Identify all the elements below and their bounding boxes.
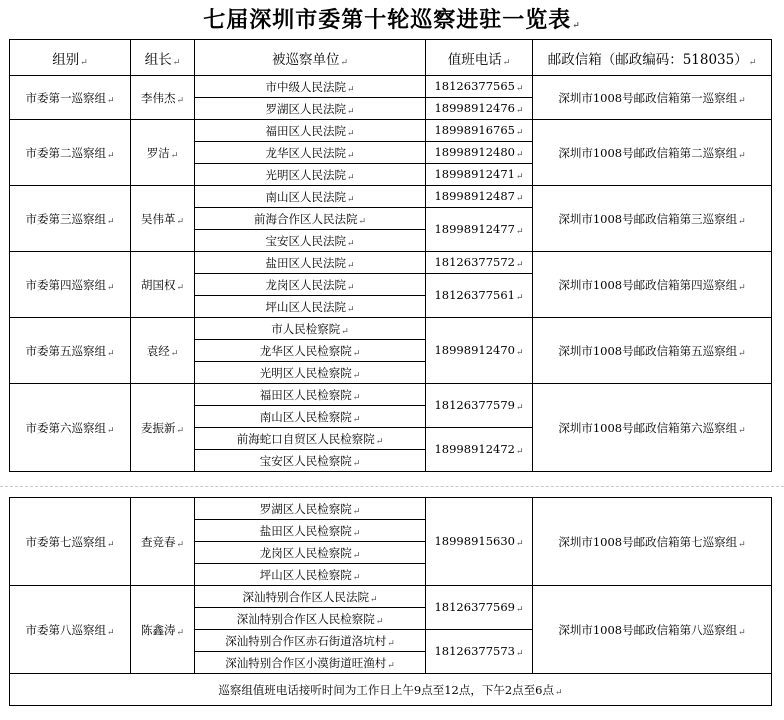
group-leader: 查竞春 ↵ bbox=[131, 498, 195, 586]
duty-phone: 18998912477 ↵ bbox=[426, 208, 533, 252]
duty-phone: 18998912471 ↵ bbox=[426, 164, 533, 186]
inspected-unit: 龙岗区人民检察院 ↵ bbox=[195, 542, 426, 564]
mailbox: 深圳市1008号邮政信箱第二巡察组 ↵ bbox=[533, 120, 772, 186]
footer-row bbox=[10, 674, 772, 706]
inspected-unit: 市人民检察院 ↵ bbox=[195, 318, 426, 340]
mailbox: 深圳市1008号邮政信箱第八巡察组 ↵ bbox=[533, 586, 772, 674]
group-name: 市委第四巡察组 ↵ bbox=[10, 252, 131, 318]
header-phone: 值班电话 ↵ bbox=[426, 40, 533, 76]
duty-phone: 18998912480 ↵ bbox=[426, 142, 533, 164]
mailbox: 深圳市1008号邮政信箱第一巡察组 ↵ bbox=[533, 76, 772, 120]
header-leader: 组长 ↵ bbox=[131, 40, 195, 76]
duty-phone: 18126377569 ↵ bbox=[426, 586, 533, 630]
group-leader: 胡国权 ↵ bbox=[131, 252, 195, 318]
inspected-unit: 光明区人民检察院 ↵ bbox=[195, 362, 426, 384]
duty-phone: 18126377561 ↵ bbox=[426, 274, 533, 318]
inspected-unit: 福田区人民检察院 ↵ bbox=[195, 384, 426, 406]
inspected-unit: 前海蛇口自贸区人民检察院 ↵ bbox=[195, 428, 426, 450]
duty-phone: 18126377572 ↵ bbox=[426, 252, 533, 274]
inspected-unit: 坪山区人民检察院 ↵ bbox=[195, 564, 426, 586]
inspected-unit: 罗湖区人民法院 ↵ bbox=[195, 98, 426, 120]
duty-phone: 18998912472 ↵ bbox=[426, 428, 533, 472]
group-name: 市委第一巡察组 ↵ bbox=[10, 76, 131, 120]
group-name: 市委第八巡察组 ↵ bbox=[10, 586, 131, 674]
mailbox: 深圳市1008号邮政信箱第三巡察组 ↵ bbox=[533, 186, 772, 252]
inspected-unit: 龙岗区人民法院 ↵ bbox=[195, 274, 426, 296]
inspected-unit: 宝安区人民检察院 ↵ bbox=[195, 450, 426, 472]
group-leader: 陈鑫涛 ↵ bbox=[131, 586, 195, 674]
duty-phone: 18998915630 ↵ bbox=[426, 498, 533, 586]
inspected-unit: 宝安区人民法院 ↵ bbox=[195, 230, 426, 252]
inspected-unit: 南山区人民检察院 ↵ bbox=[195, 406, 426, 428]
header-group: 组别 ↵ bbox=[10, 40, 131, 76]
table-row bbox=[10, 498, 772, 520]
duty-phone: 18998912476 ↵ bbox=[426, 98, 533, 120]
group-leader: 麦振新 ↵ bbox=[131, 384, 195, 472]
inspected-unit: 深汕特别合作区人民法院 ↵ bbox=[195, 586, 426, 608]
inspected-unit: 福田区人民法院 ↵ bbox=[195, 120, 426, 142]
inspection-table-part-2 bbox=[9, 497, 772, 706]
table-row bbox=[10, 318, 772, 340]
page-title: 七届深圳市委第十轮巡察进驻一览表 ↵ bbox=[0, 3, 784, 34]
table-row bbox=[10, 384, 772, 406]
group-name: 市委第六巡察组 ↵ bbox=[10, 384, 131, 472]
group-name: 市委第七巡察组 ↵ bbox=[10, 498, 131, 586]
mailbox: 深圳市1008号邮政信箱第五巡察组 ↵ bbox=[533, 318, 772, 384]
group-leader: 李伟杰 ↵ bbox=[131, 76, 195, 120]
duty-phone: 18998912487 ↵ bbox=[426, 186, 533, 208]
inspection-table-part-1 bbox=[9, 39, 772, 472]
duty-phone: 18998912470 ↵ bbox=[426, 318, 533, 384]
inspected-unit: 盐田区人民检察院 ↵ bbox=[195, 520, 426, 542]
page-break-divider bbox=[0, 486, 784, 488]
inspected-unit: 深汕特别合作区小漠街道旺渔村 ↵ bbox=[195, 652, 426, 674]
duty-phone: 18126377579 ↵ bbox=[426, 384, 533, 428]
inspected-unit: 深汕特别合作区人民检察院 ↵ bbox=[195, 608, 426, 630]
inspected-unit: 龙华区人民法院 ↵ bbox=[195, 142, 426, 164]
mailbox: 深圳市1008号邮政信箱第六巡察组 ↵ bbox=[533, 384, 772, 472]
inspected-unit: 深汕特别合作区赤石街道洛坑村 ↵ bbox=[195, 630, 426, 652]
duty-phone: 18998916765 ↵ bbox=[426, 120, 533, 142]
inspected-unit: 前海合作区人民法院 ↵ bbox=[195, 208, 426, 230]
footer-note: 巡察组值班电话接听时间为工作日上午9点至12点，下午2点至6点 ↵ bbox=[10, 674, 772, 706]
header-mailbox: 邮政信箱（邮政编码：518035） ↵ bbox=[533, 40, 772, 76]
group-leader: 吴伟革 ↵ bbox=[131, 186, 195, 252]
duty-phone: 18126377565 ↵ bbox=[426, 76, 533, 98]
inspected-unit: 龙华区人民检察院 ↵ bbox=[195, 340, 426, 362]
duty-phone: 18126377573 ↵ bbox=[426, 630, 533, 674]
mailbox: 深圳市1008号邮政信箱第四巡察组 ↵ bbox=[533, 252, 772, 318]
table-row bbox=[10, 76, 772, 98]
inspected-unit: 市中级人民法院 ↵ bbox=[195, 76, 426, 98]
group-leader: 袁经 ↵ bbox=[131, 318, 195, 384]
table-header-row bbox=[10, 40, 772, 76]
inspected-unit: 南山区人民法院 ↵ bbox=[195, 186, 426, 208]
group-leader: 罗洁 ↵ bbox=[131, 120, 195, 186]
table-row bbox=[10, 586, 772, 608]
inspected-unit: 坪山区人民法院 ↵ bbox=[195, 296, 426, 318]
inspected-unit: 光明区人民法院 ↵ bbox=[195, 164, 426, 186]
table-row bbox=[10, 120, 772, 142]
table-row bbox=[10, 252, 772, 274]
inspected-unit: 罗湖区人民检察院 ↵ bbox=[195, 498, 426, 520]
group-name: 市委第二巡察组 ↵ bbox=[10, 120, 131, 186]
mailbox: 深圳市1008号邮政信箱第七巡察组 ↵ bbox=[533, 498, 772, 586]
header-unit: 被巡察单位 ↵ bbox=[195, 40, 426, 76]
inspected-unit: 盐田区人民法院 ↵ bbox=[195, 252, 426, 274]
table-row bbox=[10, 186, 772, 208]
group-name: 市委第三巡察组 ↵ bbox=[10, 186, 131, 252]
group-name: 市委第五巡察组 ↵ bbox=[10, 318, 131, 384]
